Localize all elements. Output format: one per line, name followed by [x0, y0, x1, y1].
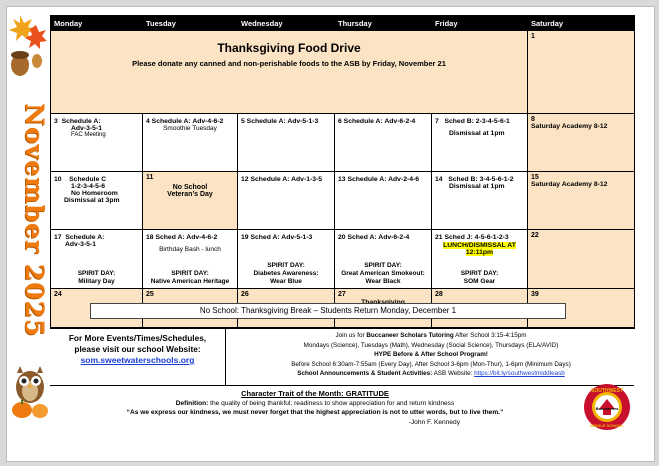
website-text-line2: please visit our school Website:: [74, 344, 201, 354]
spirit-day-detail: Wear Blue: [270, 278, 302, 285]
header-monday: Monday: [51, 16, 143, 31]
quote-author: -John F. Kennedy: [408, 418, 460, 426]
website-box: [50, 328, 226, 385]
event-text: No Homeroom: [71, 190, 118, 197]
definition-text: the quality of being thankful; readiness to show appreciation for and return kindness: [208, 399, 455, 407]
schedule-label: 18 Sched A: Adv-4-6-2: [146, 234, 218, 241]
spirit-day-label: SPIRIT DAY:: [267, 262, 305, 269]
day-number: 26: [241, 291, 249, 298]
logo-top-text: SOUTHWEST: [591, 388, 623, 394]
day-number: 27: [338, 291, 346, 298]
spirit-day-theme: Great American Smokeout:: [341, 270, 425, 277]
day-number: 39: [531, 291, 539, 298]
schedule-detail: 1-2-3-4-5-6: [71, 183, 105, 190]
header-friday: Friday: [432, 16, 528, 31]
dismissal-time-highlight: 12:11pm: [465, 249, 494, 256]
schedule-label: 19 Sched A: Adv-5-1-3: [241, 234, 313, 241]
day-number: 11: [146, 174, 154, 181]
tutoring-prefix: Join us for: [335, 332, 367, 339]
trait-quote: “As we express our kindness, we must never forget that the highest appreciation is not to utter words, but to live them.”: [126, 409, 504, 416]
day-cell-sat-1: [528, 31, 635, 114]
calendar-grid: [50, 15, 635, 329]
event-text: Saturday Academy 8-12: [531, 181, 608, 188]
schedule-label: 5 Schedule A: Adv-5-1-3: [241, 118, 319, 125]
spirit-day-label: SPIRIT DAY:: [364, 262, 402, 269]
asb-website-label: ASB Website:: [432, 370, 475, 377]
dismissal-highlight: LUNCH/DISMISSAL AT: [443, 242, 516, 249]
spirit-day-detail: Wear Black: [365, 278, 401, 285]
event-text: Smoothie Tuesday: [163, 125, 217, 132]
schedule-detail: Adv-3-5-1: [71, 125, 102, 132]
day-cell-mon-10: [51, 172, 143, 230]
day-cell-thu-20: [335, 230, 432, 289]
schedule-label: 21 Sched J: 4-5-6-1-2-3: [435, 234, 509, 241]
event-text: FAC Meeting: [71, 132, 106, 138]
day-cell-wed-19: [238, 230, 335, 289]
spirit-day-label: SPIRIT DAY:: [171, 270, 209, 277]
schedule-label: 4 Schedule A: Adv-4-6-2: [146, 118, 224, 125]
school-logo: [583, 383, 631, 431]
day-cell-sat-8: [528, 114, 635, 172]
hype-program-hours: Before School 6:30am-7:55am (Every Day), After School 3-6pm (Mon-Thur), 1-6pm (Minimum Days): [291, 360, 571, 368]
day-number: 24: [54, 291, 62, 298]
website-text-line1: For More Events/Times/Schedules,: [68, 333, 207, 343]
day-cell-thu-6: [335, 114, 432, 172]
food-drive-subtitle: Please donate any canned and non-perishable foods to the ASB by Friday, November 21: [132, 59, 446, 68]
spirit-day-theme: Native American Heritage: [150, 278, 230, 285]
day-number: 7: [435, 118, 439, 125]
character-trait-section: [50, 389, 580, 427]
day-cell-sat-22: [528, 230, 635, 289]
day-cell-wed-5: [238, 114, 335, 172]
day-cell-thu-13: [335, 172, 432, 230]
event-text: Veteran’s Day: [167, 191, 213, 198]
autumn-leaves-icon: [8, 13, 48, 83]
definition-label: Definition:: [175, 399, 209, 407]
day-number: 10: [54, 176, 62, 183]
week-row-1: [51, 31, 635, 114]
day-cell-fri-7: [432, 114, 528, 172]
schedule-label: Schedule C: [69, 176, 107, 183]
food-drive-title: Thanksgiving Food Drive: [217, 41, 361, 55]
sidebar: [8, 13, 50, 421]
logo-bottom-text: MIDDLE SCHOOL: [590, 423, 624, 428]
school-website-link[interactable]: som.sweetwaterschools.org: [80, 355, 195, 365]
day-cell-mon-3: [51, 114, 143, 172]
day-cell-tue-18: [143, 230, 238, 289]
spirit-day-label: SPIRIT DAY:: [460, 270, 499, 277]
asb-website-link[interactable]: https://bit.ly/southwestmiddleasb: [474, 370, 565, 377]
dismissal-text: Dismissal at 1pm: [449, 183, 505, 190]
tutoring-days: Mondays (Science), Tuesdays (Math), Wednesday (Social Science), Thursdays (ELA/AVID): [303, 341, 559, 349]
spirit-day-theme: Military Day: [78, 278, 115, 285]
week-row-3: [51, 172, 635, 230]
header-tuesday: Tuesday: [143, 16, 238, 31]
day-cell-tue-4: [143, 114, 238, 172]
weekday-header-row: [51, 16, 635, 31]
hype-program-title: HYPE Before & After School Program!: [374, 351, 488, 358]
dismissal-text: Dismissal at 1pm: [449, 130, 505, 137]
schedule-detail: Adv-3-5-1: [65, 241, 96, 248]
trait-title: Character Trait of the Month: GRATITUDE: [241, 389, 389, 398]
day-number: 15: [531, 174, 539, 181]
event-text: No School: [172, 184, 208, 191]
day-cell-sat-15: [528, 172, 635, 230]
day-cell-fri-14: [432, 172, 528, 230]
week-row-2: [51, 114, 635, 172]
day-number: 1: [531, 33, 535, 40]
day-number: 8: [531, 116, 535, 123]
day-cell-wed-12: [238, 172, 335, 230]
day-number: 22: [531, 232, 539, 239]
info-section: [50, 327, 634, 386]
week-row-4: [51, 230, 635, 289]
day-number: 28: [435, 291, 443, 298]
schedule-label: Sched B: 3-4-5-6-1-2: [448, 176, 514, 183]
owl-pumpkin-icon: [10, 365, 50, 420]
tutoring-name: Buccaneer Scholars Tutoring: [366, 332, 454, 339]
tutoring-time: After School 3:15-4:15pm: [453, 332, 527, 339]
food-drive-banner: [51, 31, 528, 114]
break-notice: No School: Thanksgiving Break – Students Return Monday, December 1: [90, 303, 566, 319]
day-number: 14: [435, 176, 443, 183]
event-text: Birthday Bash - lunch: [159, 246, 221, 253]
schedule-label: Sched B: 2-3-4-5-6-1: [444, 118, 510, 125]
announcements-label: School Announcements & Student Activities:: [297, 370, 433, 377]
header-saturday: Saturday: [528, 16, 635, 31]
day-cell-mon-17: [51, 230, 143, 289]
day-cell-fri-21: [432, 230, 528, 289]
programs-box: [228, 331, 634, 379]
schedule-label: 13 Schedule A: Adv-2-4-6: [338, 176, 420, 183]
header-wednesday: Wednesday: [238, 16, 335, 31]
header-thursday: Thursday: [335, 16, 432, 31]
spirit-day-label: SPIRIT DAY:: [77, 270, 116, 277]
day-number: 25: [146, 291, 154, 298]
event-text: Saturday Academy 8-12: [531, 123, 608, 130]
day-number: 3: [54, 118, 58, 125]
day-number: 17: [54, 234, 62, 241]
spirit-day-theme: SOM Gear: [463, 278, 496, 285]
spirit-day-theme: Diabetes Awareness:: [253, 270, 319, 277]
schedule-label: 20 Sched A: Adv-6-2-4: [338, 234, 410, 241]
day-cell-tue-11: [143, 172, 238, 230]
logo-center-text: Buccaneers: [595, 406, 619, 411]
schedule-label: 6 Schedule A: Adv-6-2-4: [338, 118, 416, 125]
schedule-label: 12 Schedule A: Adv-1-3-5: [241, 176, 323, 183]
dismissal-text: Dismissal at 3pm: [64, 197, 120, 204]
month-title: November 2025: [20, 103, 49, 338]
schedule-label: Schedule A:: [65, 234, 105, 241]
schedule-label: Schedule A:: [61, 118, 101, 125]
